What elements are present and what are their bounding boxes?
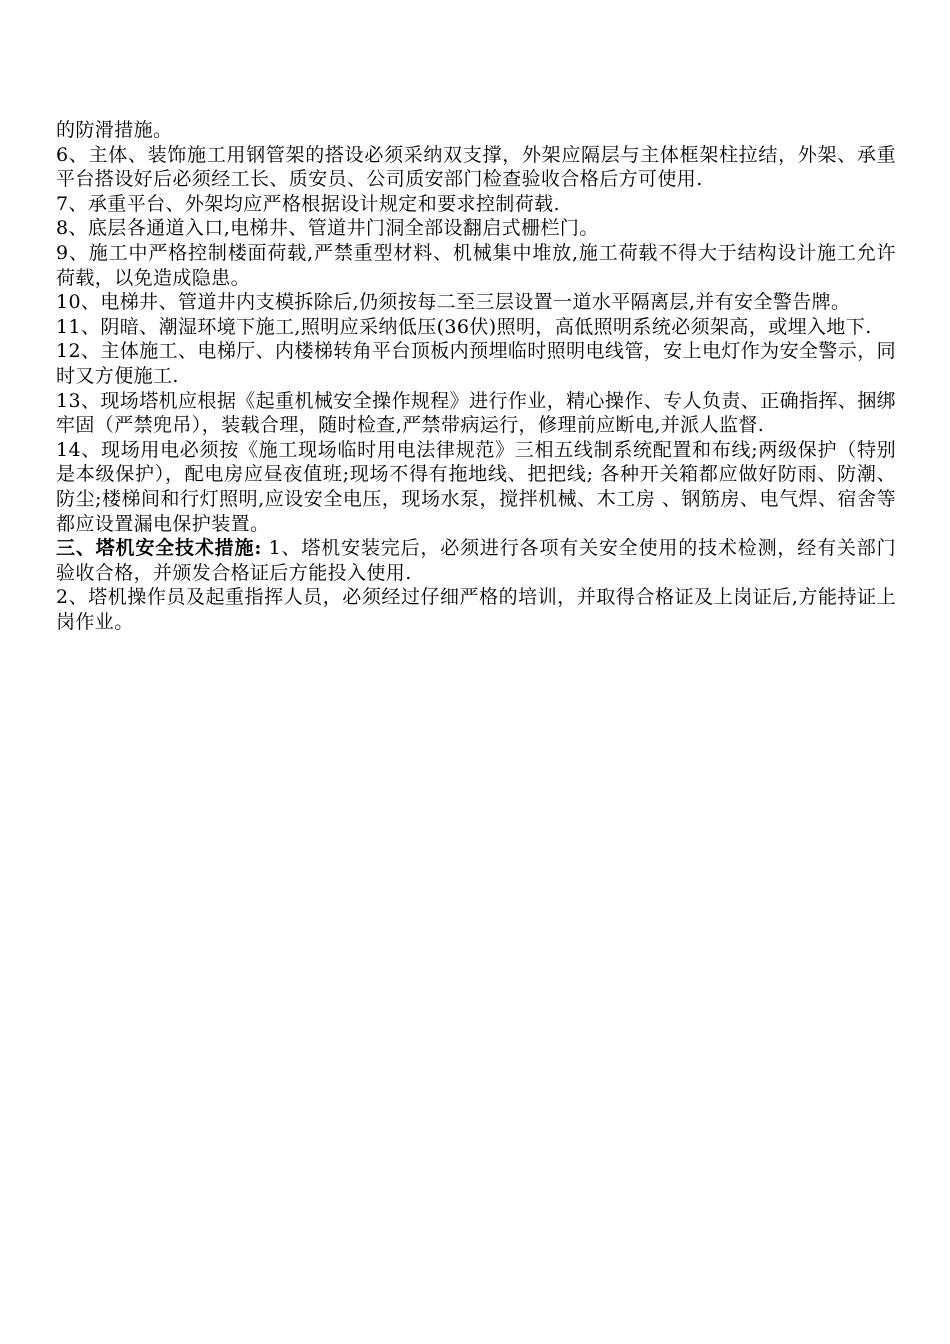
paragraph-item-9: 9、施工中严格控制楼面荷载,严禁重型材料、机械集中堆放,施工荷载不得大于结构设计施工允许荷载，以免造成隐患。 bbox=[56, 241, 896, 289]
paragraph-item-14: 14、现场用电必须按《施工现场临时用电法律规范》三相五线制系统配置和布线;两级保护（特别是本级保护），配电房应昼夜值班;现场不得有拖地线、把把线; 各种开关箱都应做好防雨、防潮、防尘;楼梯间和行灯照明,应设安全电压，现场水泵，搅拌机械、木工房 、钢筋房、电气焊、宿舍等都应设置漏电保护装置。 bbox=[56, 438, 896, 535]
paragraph-item-10: 10、电梯井、管道井内支模拆除后,仍须按每二至三层设置一道水平隔离层,并有安全警告牌。 bbox=[56, 291, 851, 314]
paragraph-item-11: 11、阴暗、潮湿环境下施工,照明应采纳低压(36伏)照明，高低照明系统必须架高，或埋入地下. bbox=[56, 315, 872, 338]
section-3-item-1: 1、塔机安装完后，必须进行各项有关安全使用的技术检测，经有关部门验收合格，并颁发合格证后方能投入使用. bbox=[56, 537, 896, 584]
paragraph-item-6: 6、主体、装饰施工用钢管架的搭设必须采纳双支撑，外架应隔层与主体框架柱拉结，外架、承重平台搭设好后必须经工长、质安员、公司质安部门检查验收合格后方可使用. bbox=[56, 143, 896, 191]
paragraph-item-12: 12、主体施工、电梯厅、内楼梯转角平台顶板内预埋临时照明电线管，安上电灯作为安全警示，同时又方便施工. bbox=[56, 340, 896, 387]
section-3-item-2: 2、塔机操作员及起重指挥人员，必须经过仔细严格的培训，并取得合格证及上岗证后,方能持证上岗作业。 bbox=[56, 586, 896, 633]
section-3-paragraph bbox=[56, 536, 896, 585]
paragraph-item-8: 8、底层各通道入口,电梯井、管道井门洞全部设翻启式栅栏门。 bbox=[56, 217, 599, 240]
paragraph-item-13: 13、现场塔机应根据《起重机械安全操作规程》进行作业，精心操作、专人负责、正确指挥、捆绑牢固（严禁兜吊），装载合理，随时检查,严禁带病运行，修理前应断电,并派人监督. bbox=[56, 389, 896, 437]
document-page bbox=[56, 118, 896, 634]
paragraph-item-7: 7、承重平台、外架均应严格根据设计规定和要求控制荷载. bbox=[56, 192, 560, 215]
section-3-heading: 三、塔机安全技术措施: bbox=[56, 537, 262, 560]
paragraph-anti-slip: 的防滑措施。 bbox=[56, 119, 173, 141]
